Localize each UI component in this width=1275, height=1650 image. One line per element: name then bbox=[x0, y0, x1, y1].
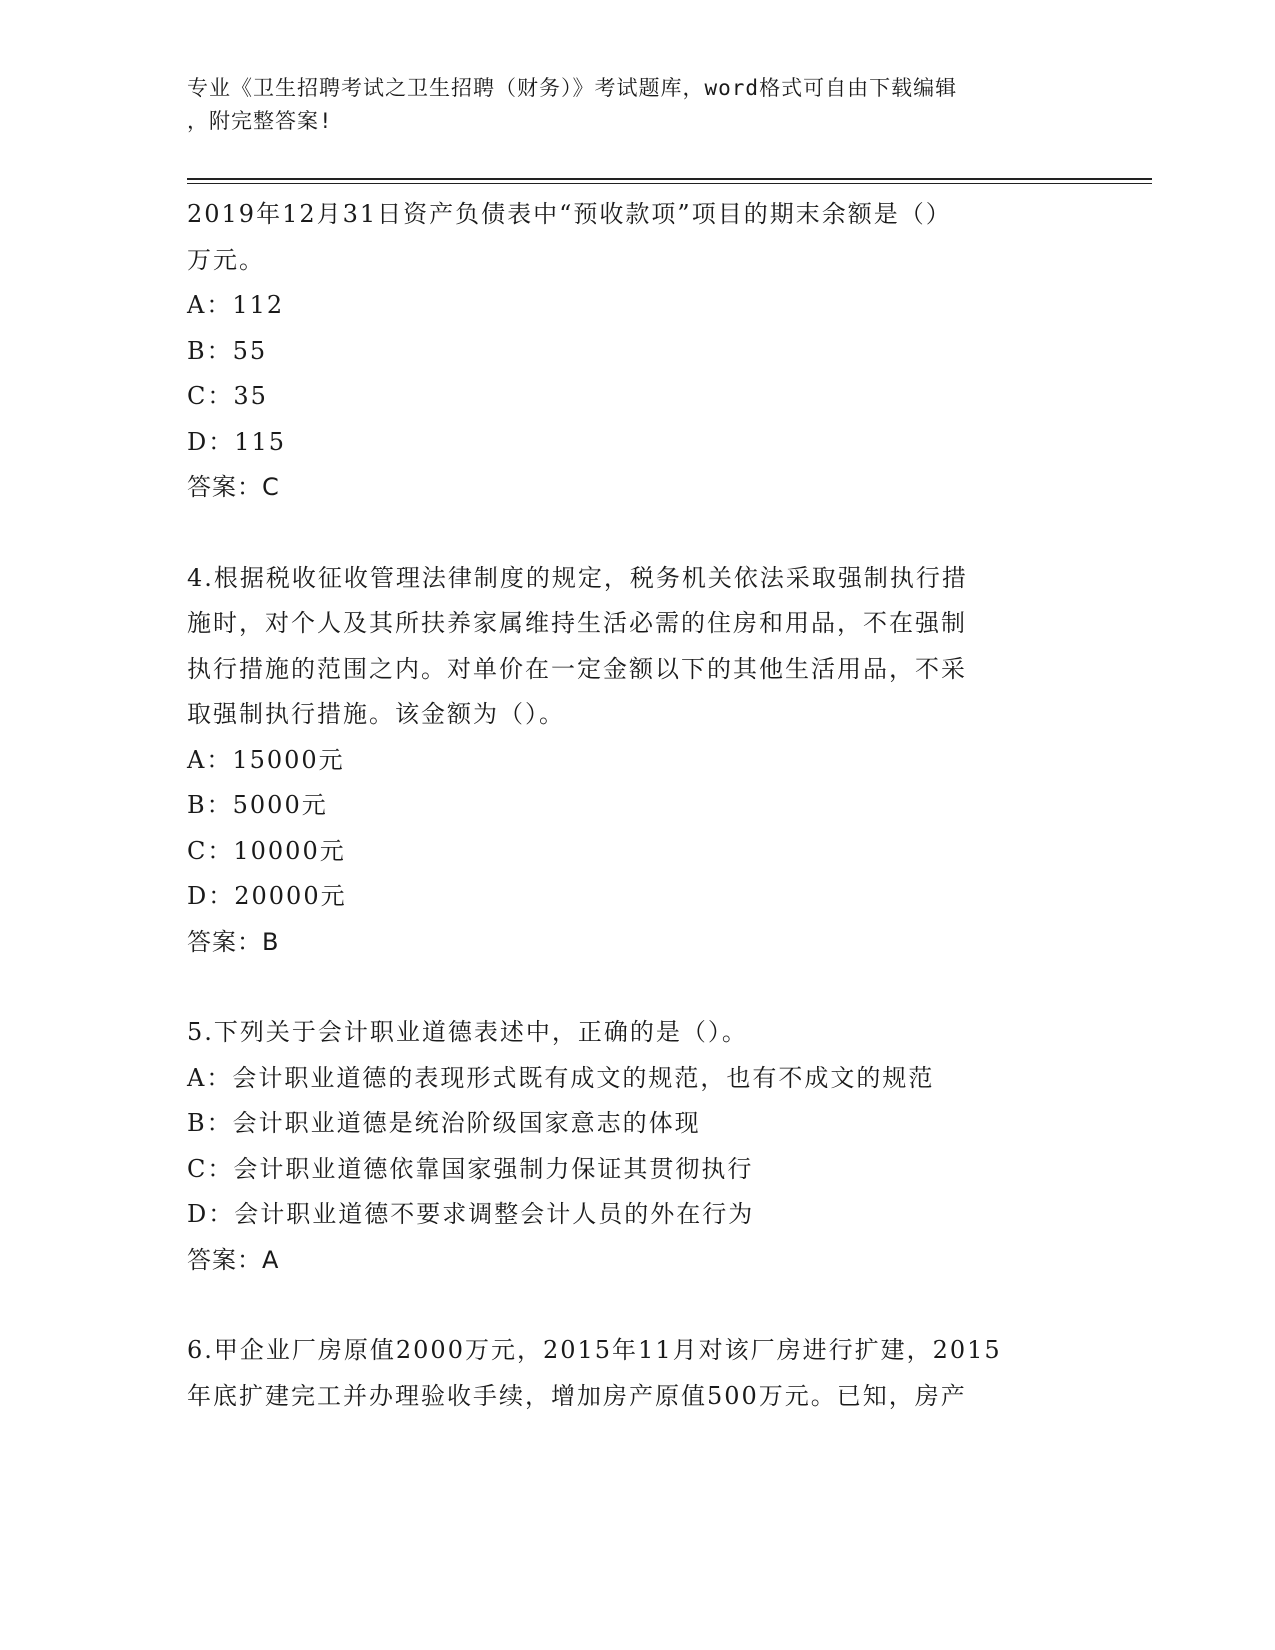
question-5 bbox=[187, 1010, 1067, 1283]
spacer bbox=[187, 1283, 1067, 1328]
spacer bbox=[187, 965, 1067, 1010]
question-4 bbox=[187, 556, 1067, 966]
option-b: B：5000元 bbox=[187, 791, 328, 819]
question-stem-line: 取强制执行措施。该金额为（）。 bbox=[187, 700, 565, 728]
option-d: D：115 bbox=[187, 427, 287, 456]
document-header bbox=[187, 72, 1067, 138]
question-3 bbox=[187, 192, 1067, 511]
option-d: D：会计职业道德不要求调整会计人员的外在行为 bbox=[187, 1200, 755, 1228]
option-a: A：15000元 bbox=[187, 745, 345, 774]
option-a: A：会计职业道德的表现形式既有成文的规范，也有不成文的规范 bbox=[187, 1063, 935, 1092]
question-stem-line: 万元。 bbox=[187, 245, 265, 274]
question-list bbox=[187, 192, 1067, 1419]
answer-line: 答案：C bbox=[187, 473, 280, 501]
question-6 bbox=[187, 1328, 1067, 1419]
option-c: C：10000元 bbox=[187, 836, 346, 865]
question-stem-line: 6.甲企业厂房原值2000万元，2015年11月对该厂房进行扩建，2015 bbox=[187, 1336, 1002, 1364]
question-stem-line: 执行措施的范围之内。对单价在一定金额以下的其他生活用品，不采 bbox=[187, 654, 967, 683]
option-a: A：112 bbox=[187, 291, 285, 319]
header-line-1: 专业《卫生招聘考试之卫生招聘（财务）》考试题库，word格式可自由下载编辑 bbox=[187, 76, 958, 100]
question-stem-line: 施时，对个人及其所扶养家属维持生活必需的住房和用品，不在强制 bbox=[187, 609, 967, 637]
header-divider-thin bbox=[187, 183, 1152, 184]
option-c: C：会计职业道德依靠国家强制力保证其贯彻执行 bbox=[187, 1154, 754, 1183]
option-b: B：会计职业道德是统治阶级国家意志的体现 bbox=[187, 1109, 701, 1137]
option-c: C：35 bbox=[187, 382, 268, 410]
question-stem-line: 年底扩建完工并办理验收手续，增加房产原值500万元。已知，房产 bbox=[187, 1381, 967, 1410]
answer-line: 答案：A bbox=[187, 1245, 280, 1274]
spacer bbox=[187, 511, 1067, 556]
question-stem-line: 5.下列关于会计职业道德表述中，正确的是（）。 bbox=[187, 1018, 748, 1046]
option-b: B：55 bbox=[187, 336, 268, 365]
option-d: D：20000元 bbox=[187, 882, 347, 910]
question-stem-line: 2019年12月31日资产负债表中“预收款项”项目的期末余额是（） bbox=[187, 200, 952, 228]
question-stem-line: 4.根据税收征收管理法律制度的规定，税务机关依法采取强制执行措 bbox=[187, 563, 968, 592]
header-divider-thick bbox=[187, 178, 1152, 180]
answer-line: 答案：B bbox=[187, 927, 280, 956]
header-line-2: ，附完整答案! bbox=[187, 109, 333, 133]
